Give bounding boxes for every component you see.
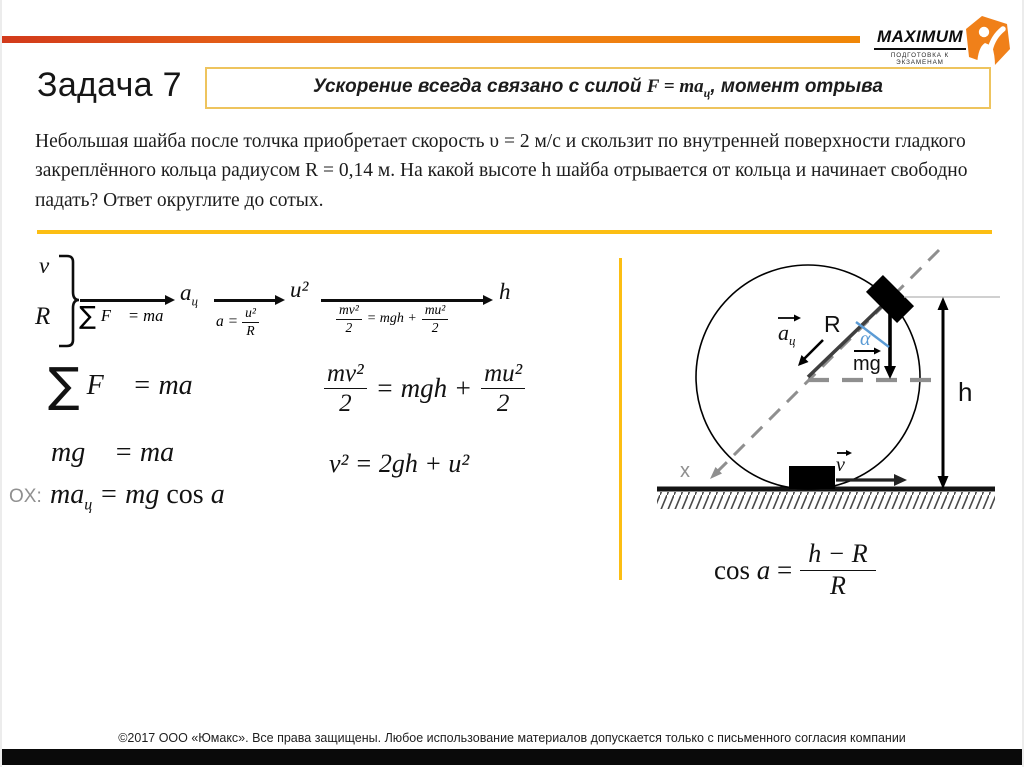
puck-on-ground xyxy=(789,466,835,489)
header-gradient-bar xyxy=(2,36,860,43)
flow-output-h: h xyxy=(499,279,511,304)
logo-tagline: ПОДГОТОВКА К ЭКЗАМЕНАМ xyxy=(890,52,950,66)
h-arrowhead-top-icon xyxy=(938,297,949,310)
ac-label: $a_ц$ xyxy=(778,320,796,348)
axis-label: OX: xyxy=(9,486,42,507)
formula-energy: $\frac{\text{mv²}}{2}$ = mgh + $\frac{\text{mu²}}{2}$ xyxy=(324,360,525,417)
footer-copyright: ©2017 ООО «Юмакс». Все права защищены. Любое использование материалов допускается только с письменного согласия компании xyxy=(118,731,906,745)
flow-brace xyxy=(57,253,81,349)
v-label: v xyxy=(836,454,845,476)
ring-diagram xyxy=(632,240,1010,535)
formula-cos: cos a = $\frac{h - R}{R}$ xyxy=(714,540,876,600)
page-title: Задача 7 xyxy=(37,66,182,104)
formula-v2: v² = 2gh + u² xyxy=(329,449,470,478)
mg-arrowhead-icon xyxy=(884,366,896,379)
mg-label: mg xyxy=(853,353,881,375)
problem-text: Небольшая шайба после толчка приобретает скорость υ = 2 м/с и скользит по внутренней поверхности гладкого закреплённого кольца радиусом R = 0,14 м. На какой высоте h шайба отрывается от кольца и начинает свободно падать? Ответ округлите до сотых. xyxy=(35,131,968,211)
sigma-symbol: ∑ xyxy=(48,358,80,413)
v-vector-hat-arrowhead-icon xyxy=(846,450,852,456)
logo-text xyxy=(874,27,966,66)
flow-step3-label: $\frac{\text{mv²}}{2}$ = mgh + $\frac{\text{mu²}}{2}$ xyxy=(336,303,448,335)
vertical-divider xyxy=(619,258,622,580)
ac-vector-hat-arrowhead-icon xyxy=(794,315,801,322)
ground-hatch xyxy=(657,492,995,509)
flow-input-v: v xyxy=(39,253,50,278)
logo-brand: MAXIMUM xyxy=(874,27,966,50)
formula-ox: $ma_ц$ = mg cos a xyxy=(50,479,225,514)
flow-input-R: R xyxy=(35,303,51,330)
subtitle-text: Ускорение всегда связано с силой $F = ma_ц$, момент отрыва xyxy=(313,75,883,100)
radius-label: R xyxy=(824,311,841,337)
horizontal-divider xyxy=(37,230,992,234)
flow-step1-label: ∑ F⃗ = ma⃗ xyxy=(79,301,177,330)
h-label: h xyxy=(958,377,973,407)
formula-gravity: mg⃗ = ma⃗ xyxy=(51,437,196,468)
flow-step2-label: a = $\frac{\text{u²}}{R}$ xyxy=(216,306,259,338)
bottom-bar xyxy=(2,749,1022,765)
flow-arrow-2 xyxy=(214,299,276,302)
subtitle-box xyxy=(205,67,991,109)
ac-arrow xyxy=(803,340,823,360)
alpha-label: α xyxy=(860,328,871,350)
x-axis-label: x xyxy=(680,460,690,482)
maximum-logo xyxy=(874,18,1006,66)
flow-node-u2: u² xyxy=(290,277,309,302)
sigma-symbol: ∑ xyxy=(79,301,96,330)
v-arrowhead-icon xyxy=(894,474,907,486)
diagonal-dashed-axis xyxy=(714,250,939,475)
logo-emblem-icon xyxy=(966,16,1010,68)
flow-node-ac: $a_ц$ xyxy=(180,280,198,309)
formula-newton: ∑ F⃗ = ma⃗ xyxy=(48,358,215,413)
